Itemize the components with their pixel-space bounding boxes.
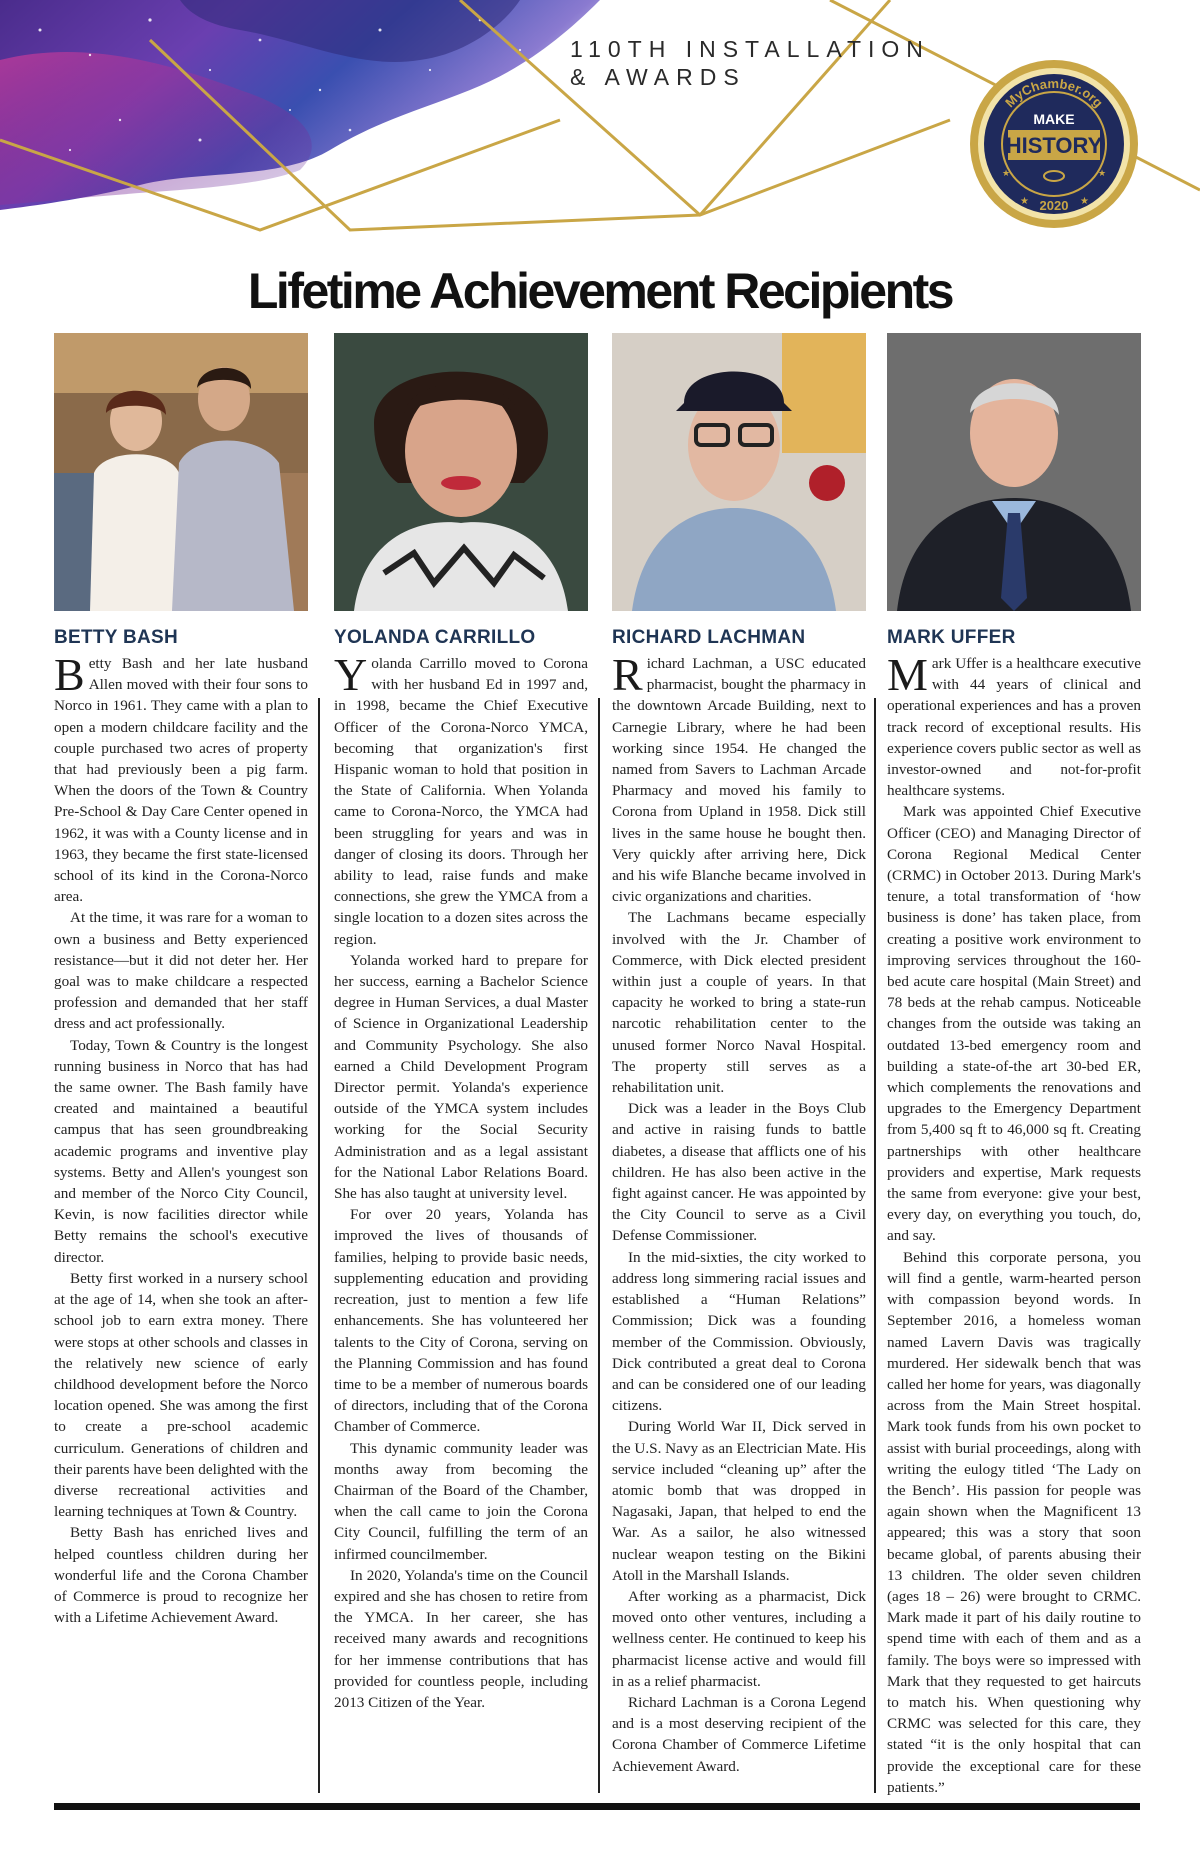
svg-text:2020: 2020 [1039,198,1069,213]
bio-paragraph: For over 20 years, Yolanda has improved the lives of thousands of families, helping to provide basic needs, supplementing education and providing recreation, just to mention a few life enhancements. She has volunteered her talents to the City of Corona, serving on the Planning Commission and has found time to be a member of numerous boards of directors, including that of the Corona Chamber of Commerce. [334,1206,588,1436]
bio-paragraph: Mark was appointed Chief Executive Officer (CEO) and Managing Director of Corona Regional Medical Center (CRMC) in October 2013. During Mark's tenure, a total transformation of ‘how business is done’ has taken place, from creating a positive work environment to improving services throughout the 160-bed acute care hospital (Main Street) and 78 beds at the rehab campus. Noticeable changes from the outside was taking an outdated 13-bed emergency room and building a state-of-the art 30-bed ER, which complements the renovations and upgrades to the Emergency Department from 5,400 sq ft to 46,000 sq ft. Creating partnerships with other healthcare providers and expertise, Mark requests the same from everyone: give your best, every day, on everything you touch, do, and say. [887,803,1141,1245]
header-line-2: & AWARDS [570,64,746,90]
bio-paragraph: In 2020, Yolanda's time on the Council expired and she has chosen to retire from the YMCA. In her career, she has received many awards and recognitions for her immense contributions that has provided for countless people, including 2013 Citizen of the Year. [334,1566,588,1711]
dropcap: Y [334,649,368,700]
bio-paragraph: Betty Bash has enriched lives and helped countless children during her wonderful life and the Corona Chamber of Commerce is proud to recognize her with a Lifetime Achievement Award. [54,1524,308,1627]
richard-lachman-photo [612,333,866,611]
bio-paragraph: In the mid-sixties, the city worked to address long simmering racial issues and established a “Human Relations” Commission; Dick was a founding member of the Commission. Obviously, Dick contributed a great deal to Corona and can be considered one of our leading citizens. [612,1248,866,1415]
bio-paragraph: After working as a pharmacist, Dick moved onto other ventures, including a wellness center. He continued to keep his pharmacist license active and would fill in as a relief pharmacist. [612,1587,866,1690]
recipient-bio: Richard Lachman, a USC educated pharmacist, bought the pharmacy in the downtown Arcade Building, next to Carnegie Library, where he had been working since 1954. He changed the named from Savers to Lachman Arcade Pharmacy and moved his family to Corona from Upland in 1958. Dick still lives in the same house he bought then. Very quickly after arriving here, Dick and his wife Blanche became involved in civic organizations and charities. The Lachmans became especially involved with the Jr. Chamber of Commerce, with Dick elected president within just a couple of years. In that capacity he worked to bring a state-run narcotic rehabilitation center to the unused former Norco Naval Hospital. The property still serves as a rehabilitation unit. Dick was a leader in the Boys Club and active in raising funds to battle diabetes, a disease that afflicts one of his children. He has also been active in the fight against cancer. He was appointed by the City Council to serve as a Civil Defense Commissioner. In the mid-sixties, the city worked to address long simmering racial issues and established a “Human Relations” Commission; Dick was a founding member of the Commission. Obviously, Dick contributed a great deal to Corona and can be considered one of our leading citizens. During World War II, Dick served in the U.S. Navy as an Electrician Mate. His service included “cleaning up” after the atomic bomb that was dropped in Nagasaki, Japan, that helped to end the War. As a sailor, he also witnessed nuclear weapon testing on the Bikini Atoll in the Marshall Islands. After working as a pharmacist, Dick moved onto other ventures, including a wellness center. He continued to keep his pharmacist license active and would fill in as a relief pharmacist. Richard Lachman is a Corona Legend and is a most deserving recipient of the Corona Chamber of Commerce Lifetime Achievement Award. [612,653,866,1777]
svg-text:★: ★ [1098,168,1107,178]
recipient-bio: Mark Uffer is a healthcare executive with 44 years of clinical and operational experiences and has a proven track record of exceptional results. His experience covers public sector as well as investor-owned and not-for-profit healthcare systems. Mark was appointed Chief Executive Officer (CEO) and Managing Director of Corona Regional Medical Center (CRMC) in October 2013. During Mark's tenure, a total transformation of ‘how business is done’ has taken place, from creating a positive work environment to improving services throughout the 160-bed acute care hospital (Main Street) and 78 beds at the rehab campus. Noticeable changes from the outside was taking an outdated 13-bed emergency room and building a state-of-the art 30-bed ER, which complements the renovations and upgrades to the Emergency Department from 5,400 sq ft to 46,000 sq ft. Creating partnerships with other healthcare providers and expertise, Mark requests the same from everyone: give your best, every day, on everything you touch, do, and say. Behind this corporate persona, you will find a gentle, warm-hearted person with compassion beyond words. In September 2016, a homeless woman named Lavern Davis was tragically murdered. Her sidewalk bench that was called her home for years, was diagonally across from the Main Street hospital. Mark took funds from his own pocket to assist with burial proceedings, along with writing the eulogy titled ‘The Lady on the Bench’. His passion for people was again shown when the Magnificent 13 appeared; this was a story that soon became global, of parents abusing their 13 children. The older seven children (ages 18 – 26) were brought to CRMC. Mark made it part of his daily routine to spend time with each of them and as a family. The boys were so impressed with Mark that they requested to get haircuts to match his. When questioning why CRMC was selected for this care, they stated “it is the only hospital that can provide the exceptional care for these patients.” [887,653,1141,1798]
column-divider [874,698,876,1793]
dropcap: R [612,649,643,700]
bio-paragraph: Betty first worked in a nursery school at the age of 14, when she took an after-school job to earn extra money. There were stops at other schools and classes in the relatively new science of early childhood development before the Norco location opened. She was among the first to create a pre-school academic curriculum. Generations of children and their parents have been delighted with the diverse recreational activities and learning techniques at Town & Country. [54,1269,308,1521]
svg-text:★: ★ [1020,196,1029,207]
bio-paragraph: Yolanda worked hard to prepare for her success, earning a Bachelor Science degree in Human Services, a dual Master of Science in Organizational Leadership and Community Psychology. She also earned a Child Development Program Director permit. Yolanda's experience outside of the YMCA system includes working for the Social Security Administration and as a legal assistant for the National Labor Relations Board. She has also taught at university level. [334,951,588,1203]
recipient-column-mark-uffer [887,333,1141,1798]
svg-text:HISTORY: HISTORY [1005,133,1103,158]
badge-seal-icon [968,58,1140,230]
bottom-rule [54,1803,1140,1810]
dropcap: B [54,649,85,700]
svg-text:★: ★ [1002,168,1011,178]
recipient-name: MARK UFFER [887,627,1016,648]
recipient-column-yolanda-carrillo [334,333,588,1713]
recipient-name: YOLANDA CARRILLO [334,627,536,648]
recipient-column-richard-lachman [612,333,866,1777]
svg-text:★: ★ [1080,196,1089,207]
recipient-name: BETTY BASH [54,627,179,648]
bio-paragraph: The Lachmans became especially involved with the Jr. Chamber of Commerce, with Dick elected president within just a couple of years. In that capacity he worked to bring a state-run narcotic rehabilitation center to the unused former Norco Naval Hospital. The property still serves as a rehabilitation unit. [612,909,866,1097]
page-title: Lifetime Achievement Recipients [247,263,953,319]
mark-uffer-photo [887,333,1141,611]
bio-paragraph: Dick was a leader in the Boys Club and active in raising funds to battle diabetes, a disease that afflicts one of his children. He has also been active in the fight against cancer. He was appointed by the City Council to serve as a Civil Defense Commissioner. [612,1100,866,1245]
header-line-1: 110TH INSTALLATION [570,36,930,62]
bio-paragraph: During World War II, Dick served in the U.S. Navy as an Electrician Mate. His service included “cleaning up” after the atomic bomb that was dropped in Nagasaki, Japan, that helped to end the War. As a sailor, he also witnessed nuclear weapon testing on the Bikini Atoll in the Marshall Islands. [612,1418,866,1584]
betty-bash-photo [54,333,308,611]
recipient-name: RICHARD LACHMAN [612,627,806,648]
recipient-column-betty-bash [54,333,308,1628]
bio-paragraph: Richard Lachman is a Corona Legend and is a most deserving recipient of the Corona Chamber of Commerce Lifetime Achievement Award. [612,1693,866,1775]
bio-paragraph: At the time, it was rare for a woman to own a business and Betty experienced resistance—but it did not deter her. Her goal was to make childcare a respected profession and demanded that her staff dress and act professionally. [54,909,308,1033]
yolanda-carrillo-photo [334,333,588,611]
svg-text:MyChamber.org: MyChamber.org [1002,75,1106,111]
bio-paragraph: This dynamic community leader was months away from becoming the Chairman of the Board of the Chamber, when the call came to join the Corona City Council, fulfilling the term of an infirmed councilmember. [334,1439,588,1563]
make-history-badge [968,58,1140,230]
dropcap: M [887,649,928,700]
column-divider [318,698,320,1793]
bio-paragraph: Today, Town & Country is the longest running business in Norco that has had the same owner. The Bash family have created and maintained a beautiful campus that has seen groundbreaking academic programs and inventive play systems. Betty and Allen's youngest son and member of the Norco City Council, Kevin, is now facilities director while Betty remains the school's executive director. [54,1036,308,1266]
bio-paragraph: Behind this corporate persona, you will find a gentle, warm-hearted person with compassion beyond words. In September 2016, a homeless woman named Lavern Davis was tragically murdered. Her sidewalk bench that was called her home for years, was diagonally across from the Main Street hospital. Mark took funds from his own pocket to assist with burial proceedings, along with writing the eulogy titled ‘The Lady on the Bench’. His passion for people was again shown when the Magnificent 13 appeared; this was a story that soon became global, of parents abusing their 13 children. The older seven children (ages 18 – 26) were brought to CRMC. Mark made it part of his daily routine to spend time with each of them and as a family. The boys were so impressed with Mark that they requested to get haircuts to match his. When questioning why CRMC was selected for this care, they stated “it is the only hospital that can provide the exceptional care for these patients.” [887,1248,1141,1796]
svg-text:MAKE: MAKE [1033,111,1075,127]
recipient-bio: Yolanda Carrillo moved to Corona with her husband Ed in 1997 and, in 1998, became the Chief Executive Officer of the Corona-Norco YMCA, becoming that organization's first Hispanic woman to hold that position in the State of California. When Yolanda came to Corona-Norco, the YMCA had been struggling for years and was in danger of closing its doors. Through her ability to lead, raise funds and make connections, she grew the YMCA from a single location to a dozen sites across the region. Yolanda worked hard to prepare for her success, earning a Bachelor Science degree in Human Services, a dual Master of Science in Organizational Leadership and Community Psychology. She also earned a Child Development Program Director permit. Yolanda's experience outside of the YMCA system includes working for the Social Security Administration and as a legal assistant for the National Labor Relations Board. She has also taught at university level. For over 20 years, Yolanda has improved the lives of thousands of families, helping to provide basic needs, supplementing education and providing recreation, just to mention a few life enhancements. She has volunteered her talents to the City of Corona, serving on the Planning Commission and has found time to be a member of numerous boards of directors, including that of the Corona Chamber of Commerce. This dynamic community leader was months away from becoming the Chairman of the Board of the Chamber, when the call came to join the Corona City Council, fulfilling the term of an infirmed councilmember. In 2020, Yolanda's time on the Council expired and she has chosen to retire from the YMCA. In her career, she has received many awards and recognitions for her immense contributions that has provided for countless people, including 2013 Citizen of the Year. [334,653,588,1713]
column-divider [598,698,600,1793]
recipient-bio: Betty Bash and her late husband Allen moved with their four sons to Norco in 1961. They came with a plan to open a modern childcare facility and the couple purchased two acres of property that had previously been a pig farm. When the doors of the Town & Country Pre-School & Day Care Center opened in 1962, it was with a County license and in 1963, they became the first state-licensed school of its kind in the Corona-Norco area. At the time, it was rare for a woman to own a business and Betty experienced resistance—but it did not deter her. Her goal was to make childcare a respected profession and demanded that her staff dress and act professionally. Today, Town & Country is the longest running business in Norco that has had the same owner. The Bash family have created and maintained a beautiful campus that has seen groundbreaking academic programs and inventive play systems. Betty and Allen's youngest son and member of the Norco City Council, Kevin, is now facilities director while Betty remains the school's executive director. Betty first worked in a nursery school at the age of 14, when she took an after-school job to earn extra money. There were stops at other schools and classes in the relatively new science of early childhood development before the Norco location opened. She was among the first to create a pre-school academic curriculum. Generations of children and their parents have been delighted with the diverse recreational activities and learning techniques at Town & Country. Betty Bash has enriched lives and helped countless children during her wonderful life and the Corona Chamber of Commerce is proud to recognize her with a Lifetime Achievement Award. [54,653,308,1628]
